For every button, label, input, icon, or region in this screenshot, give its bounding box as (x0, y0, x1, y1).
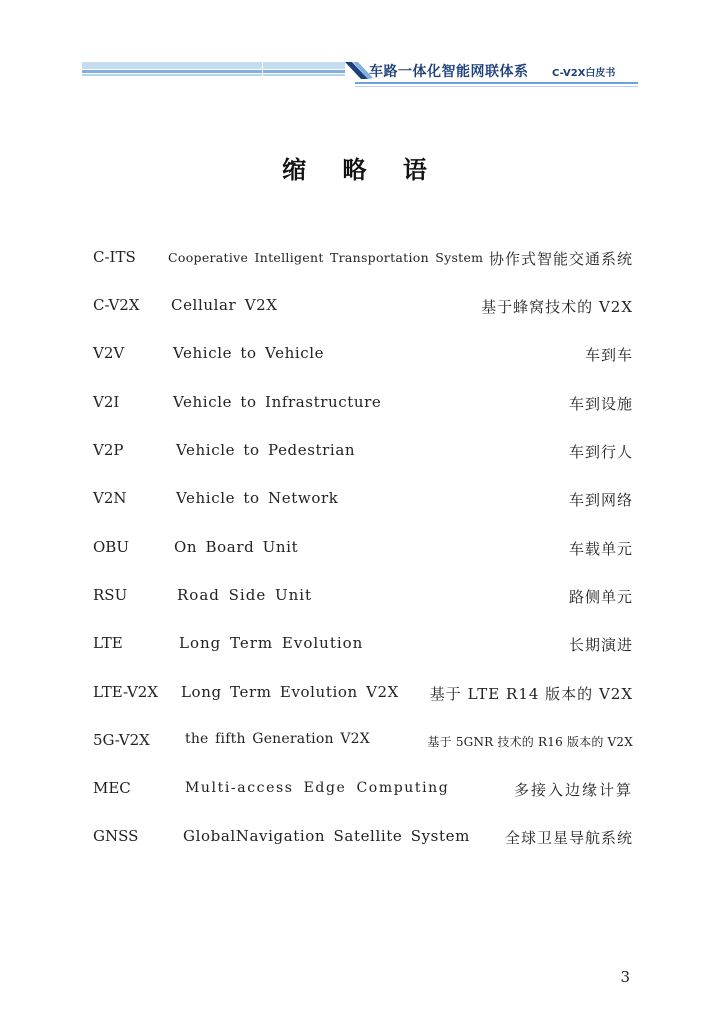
chinese-term: 基于 LTE R14 版本的 V2X (429, 685, 633, 703)
chinese-term: 路侧单元 (568, 588, 633, 606)
full-term: Vehicle to Network (176, 489, 339, 507)
page-number: 3 (620, 968, 630, 986)
abbreviation-row (93, 344, 633, 370)
abbreviation-row (93, 731, 633, 757)
full-term: Vehicle to Infrastructure (173, 393, 382, 411)
full-term: the fifth Generation V2X (185, 731, 370, 747)
chinese-term: 协作式智能交通系统 (488, 250, 633, 268)
abbreviation-row (93, 634, 633, 660)
abbreviation: 5G-V2X (93, 731, 150, 749)
full-term: Long Term Evolution V2X (181, 683, 399, 701)
full-term: Road Side Unit (177, 586, 313, 604)
chinese-term: 基于蜂窝技术的 V2X (481, 298, 633, 316)
chinese-term: 车到车 (584, 346, 633, 364)
abbreviation: V2I (93, 393, 120, 411)
page-title: 缩 略 语 (282, 155, 441, 184)
abbreviation: GNSS (93, 827, 139, 845)
abbreviation-row (93, 489, 633, 515)
abbreviation: LTE (93, 634, 123, 652)
full-term: Vehicle to Pedestrian (176, 441, 356, 459)
chinese-term: 长期演进 (568, 636, 633, 654)
abbreviation-row (93, 586, 633, 612)
header-subtitle: C-V2X白皮书 (552, 68, 616, 79)
chinese-term: 车载单元 (568, 540, 633, 558)
header-title: 车路一体化智能网联体系 (369, 64, 529, 80)
abbreviation: OBU (93, 538, 129, 556)
full-term: On Board Unit (174, 538, 299, 556)
abbreviation-row (93, 538, 633, 564)
chinese-term: 车到网络 (568, 491, 633, 509)
abbreviation: V2V (93, 344, 125, 362)
abbreviation: C-V2X (93, 296, 140, 314)
abbreviation: MEC (93, 779, 131, 797)
chinese-term: 多接入边缘计算 (513, 781, 633, 799)
abbreviation-row (93, 248, 633, 274)
abbreviation-row (93, 779, 633, 805)
abbreviation: RSU (93, 586, 128, 604)
full-term: Multi-access Edge Computing (185, 780, 450, 796)
full-term: Long Term Evolution (179, 634, 364, 652)
abbreviation-row (93, 683, 633, 709)
abbreviation-row (93, 296, 633, 322)
abbreviation: V2N (93, 489, 127, 507)
full-term: Cellular V2X (171, 296, 278, 314)
chinese-term: 全球卫星导航系统 (504, 829, 633, 847)
full-term: Vehicle to Vehicle (173, 344, 325, 362)
full-term: GlobalNavigation Satellite System (183, 827, 470, 845)
abbreviation: LTE-V2X (93, 683, 159, 701)
abbreviation: V2P (93, 441, 124, 459)
abbreviation-row (93, 441, 633, 467)
chinese-term: 车到行人 (568, 443, 633, 461)
abbreviation-row (93, 827, 633, 853)
abbreviation: C-ITS (93, 248, 136, 266)
full-term: Cooperative Intelligent Transportation System (168, 250, 484, 265)
page-header (0, 0, 723, 100)
chinese-term: 基于 5GNR 技术的 R16 版本的 V2X (427, 735, 633, 749)
abbreviation-row (93, 393, 633, 419)
chinese-term: 车到设施 (568, 395, 633, 413)
header-band-graphic (0, 0, 723, 100)
